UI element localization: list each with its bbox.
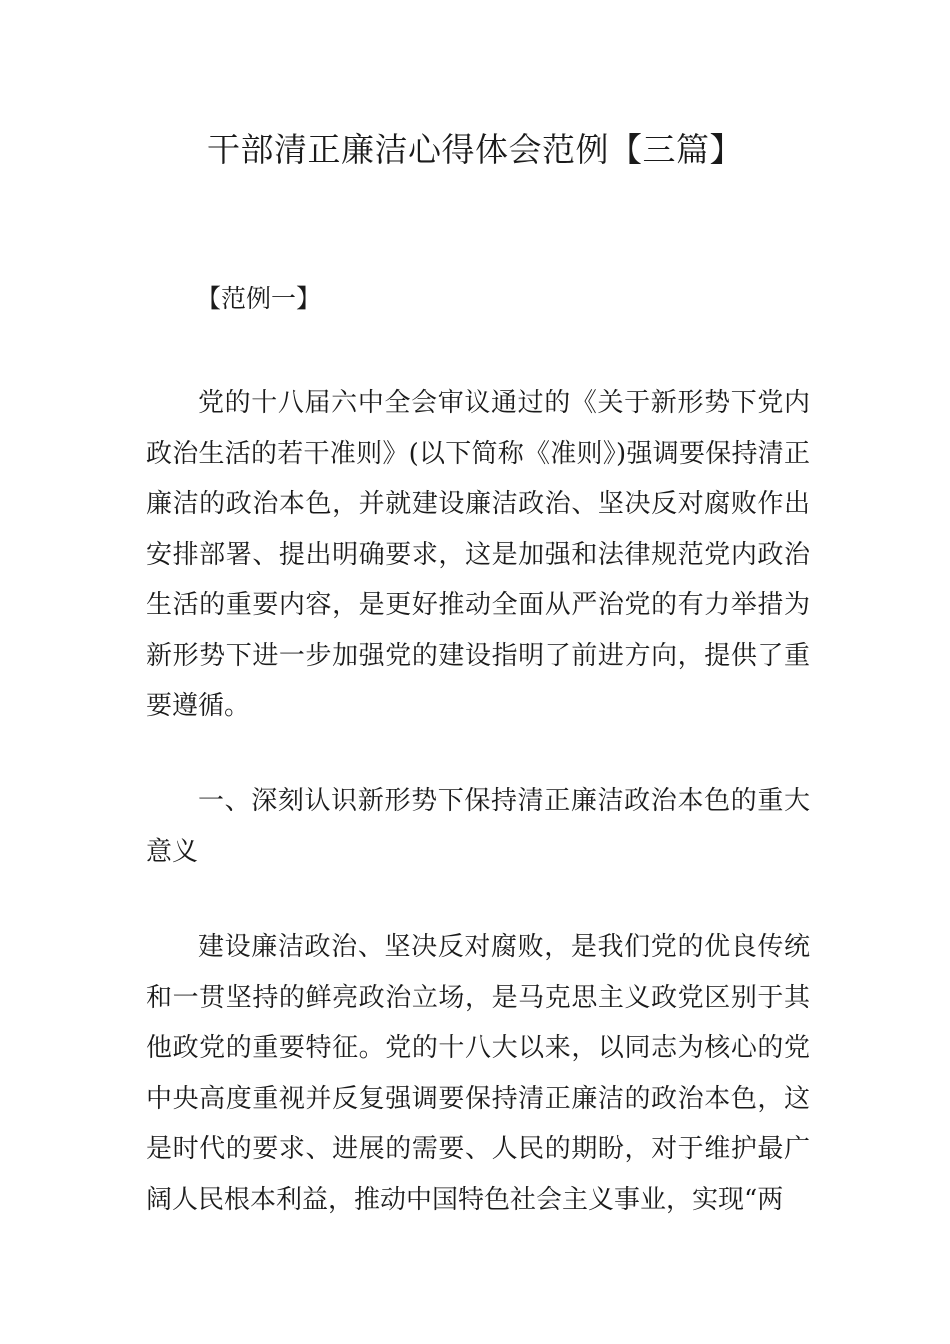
section-label: 【范例一】 — [196, 284, 322, 313]
paragraph-body: 建设廉洁政治、坚决反对腐败，是我们党的优良传统和一贯坚持的鲜亮政治立场，是马克思主义政党区别于其他政党的重要特征。党的十八大以来，以同志为核心的党中央高度重视并反复强调要保持清正廉洁的政治本色，这是时代的要求、进展的需要、人民的期盼，对于维护最广阔人民根本利益，推动中国特色社会主义事业，实现“两 — [146, 932, 810, 1215]
paragraph-intro: 党的十八届六中全会审议通过的《关于新形势下党内政治生活的若干准则》(以下简称《准则》)强调要保持清正廉洁的政治本色，并就建设廉洁政治、坚决反对腐败作出安排部署、提出明确要求，这是加强和法律规范党内政治生活的重要内容，是更好推动全面从严治党的有力举措为新形势下进一步加强党的建设指明了前进方向，提供了重要遵循。 — [146, 388, 810, 721]
document-title: 干部清正廉洁心得体会范例【三篇】 — [207, 130, 743, 169]
paragraph-heading-one: 一、深刻认识新形势下保持清正廉洁政治本色的重大意义 — [146, 786, 810, 867]
